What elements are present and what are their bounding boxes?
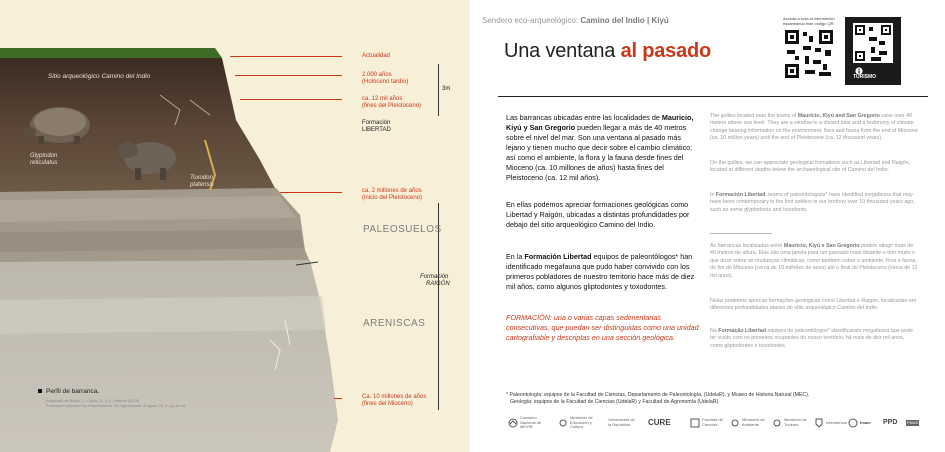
formacion-libertad-1: Formación: [362, 120, 391, 126]
marker-2m-2: (inicio del Pleistoceno): [362, 195, 423, 201]
title-bold: al pasado: [620, 40, 712, 62]
marker-10m-1: Ca. 10 millones de años: [362, 394, 427, 400]
header-light: Sendero eco-arqueológico:: [482, 16, 579, 25]
es-paragraph-2: En ellas podemos apreciar formaciones geológicas como Libertad y Raigón, ubicadas a distintas profundidades por debajo del sitio arqueológico Camino del Indio.: [506, 200, 690, 229]
marker-2000-1: 2.000 años: [362, 72, 392, 78]
logo-ambiente: Ministerio de Ambiente: [730, 412, 768, 434]
sun-icon: [772, 418, 782, 428]
mevir-icon: [508, 418, 518, 428]
header-bold: Camino del Indio | Kiyú: [580, 16, 669, 25]
es-paragraph-3: En la Formación Libertad equipos de paleontólogos* han identificado megafauna que pudo haber convivido con los primeros pobladores de nuestro territorio hace más de diez mil años, como algunos gliptodontes y toxodontes.: [506, 252, 695, 291]
formacion-raigon-1: Formación: [420, 274, 449, 280]
turismo-label: TURISMO: [853, 74, 877, 80]
shield-icon: [814, 418, 824, 428]
glyptodon-label-1: Glyptodon: [30, 153, 58, 159]
toxodon-label-2: platensis: [190, 182, 214, 188]
formacion-raigon-2: RAIGÓN: [426, 281, 450, 287]
logo-udelar: Universidad de la República: [608, 417, 635, 427]
paleosuelos-label: PALEOSUELOS: [363, 224, 442, 235]
toxodon-label-1: Toxodon: [190, 175, 213, 181]
caption-line-2: Formación Libertad: su reformulación. En Agrociencia Uruguay 25, 1: pp.36-44.: [46, 403, 187, 408]
logo-turismo: Ministerio de Turismo: [772, 412, 808, 434]
en-paragraph-2: On the gullies, we can appreciate geological formations such as Libertad and Raigón, located at different depths below the archaeological site of Camino del Indio.: [710, 160, 911, 174]
caption-bullet: [38, 389, 42, 393]
marker-12k-2: (fines del Pleistoceno): [362, 103, 422, 109]
language-separator: [710, 233, 772, 234]
logo-fmam: fmam: [848, 412, 871, 434]
site-label: Sitio arqueológico Camino del Indio: [48, 73, 151, 80]
qr-note: Acceda a toda la información escaneando este código QR:: [783, 16, 835, 26]
es-paragraph-1: Las barrancas ubicadas entre las localidades de Mauricio, Kiyú y San Gregorio pueden llegar a más de 40 metros sobre el nivel del mar. Son una ventana al pasado más lejano y tienen mucho que decir sobre el cambio climático; así como el ambiente, la flora y la fauna desde fines del Mioceno (ca. 10 millones de años) hasta fines del Pleistoceno (ca. 12 mil años).: [506, 113, 694, 182]
pt-paragraph-1: As barrancas localizadas entre Mauricio, Kiyú e San Gregorio podem atingir mais de 40 metros de altura. Elas são uma janela para um passado mais distante e têm muito o que dizer sobre as mudanças climáticas, como também sobre o ambiente, flora e fauna, do fim do Mioceno (cerca de 10 milhões de anos) até o final do Pleistoceno (cerca de 12 mil anos).: [710, 243, 918, 279]
qr-code-icon[interactable]: [783, 28, 835, 80]
logo-ppd: PPD: [883, 418, 898, 426]
tick-actualidad: [230, 56, 342, 57]
en-paragraph-1: The gullies located near the towns of Mauricio, Kiyú and San Gregorio raise over 40 meters above sea level. They are a window to a distant past and a testimony of climate change bearing information on the environment, flora and fauna from the end of Miocene (ca. 10 million years) until the end of Pleistocene (ca. 12 thousand years).: [710, 113, 918, 142]
marker-12k-1: ca. 12 mil años: [362, 96, 403, 102]
logo-pnud: PNUD: [907, 419, 919, 425]
areniscas-label: ARENISCAS: [363, 318, 426, 329]
marker-2m-1: ca. 2 millones de años: [362, 188, 422, 194]
page-title: [504, 40, 711, 63]
logo-intendencia: Intendencia: [814, 412, 848, 434]
pt-paragraph-3: Na Formação Libertad equipes de paleontólogos* identificaram megafauna que pode ter vivido com os primeiros ocupantes do nosso território, há mais de dez mil anos, como gliptodontes e toxodontes.: [710, 328, 913, 349]
globe-icon: [848, 418, 858, 428]
turismo-qr-icon: [853, 23, 893, 63]
glyptodon-label-2: reticulatus: [30, 160, 58, 166]
text-panel: [470, 0, 945, 452]
tick-12k: [240, 99, 342, 100]
logo-ciencias: Facultad de Ciencias: [690, 412, 724, 434]
title-divider: [498, 96, 928, 97]
turismo-qr-card[interactable]: [845, 17, 901, 85]
en-paragraph-3: In Formación Libertad, teams of paleontologists* have identified megafauna that may have been contemporary to the first settlers in our territory over 10 thousand years ago, such as some glyptodonts and toxodonts.: [710, 192, 915, 213]
barranca-profile-illustration: [0, 0, 470, 452]
trail-header: [482, 16, 669, 25]
tick-2m: [280, 192, 342, 193]
scale-bar: [438, 64, 439, 116]
tick-2000: [235, 75, 342, 76]
marker-actualidad: Actualidad: [362, 53, 391, 59]
tick-10m: [334, 398, 342, 399]
marker-2000-2: (Holoceno tardío): [362, 79, 409, 85]
title-light: Una ventana: [504, 40, 616, 62]
caption-title: Perfil de barranca.: [46, 388, 100, 395]
footnote-geologia: Geología: equipos de la Facultad de Ciencias (UdelaR) y Facultad de Agronomía (UdelaR).: [510, 399, 720, 405]
caption-line-1: Adaptado de Bossi, J., Calvo, A., y S. Marmol (2010): [46, 398, 140, 403]
sun-icon: [730, 418, 740, 428]
formacion-definition: FORMACIÓN: una o varias capas sedimentarias consecutivas, que puedan ser distinguidas como una unidad cartografiable y descriptas en una sección geológica.: [506, 313, 699, 342]
logo-mevir: Comisión Nacional de MEVIR: [508, 412, 550, 434]
marker-10m-2: (fines del Mioceno): [362, 401, 413, 407]
logo-cure: CURE: [648, 417, 671, 427]
footnote-paleontologia: * Paleontología: equipos de la Facultad de Ciencias, Departamento de Paleontología, (UdelaR), y Museo de Historia Natural (MEC).: [506, 392, 810, 398]
pt-paragraph-2: Nelas podemos apreciar formações geológicas como Libertad e Raigón, localizadas em diferentes profundidades abaixo do sítio arqueológico Camino del Indio.: [710, 298, 917, 312]
faculty-icon: [690, 418, 700, 428]
sponsor-logos: [508, 412, 928, 434]
logo-mec: Ministerio de Educación y Cultura: [558, 412, 598, 434]
sun-icon: [558, 418, 568, 428]
formacion-libertad-2: LIBERTAD: [362, 127, 391, 133]
scale-label: 3m: [442, 86, 451, 92]
